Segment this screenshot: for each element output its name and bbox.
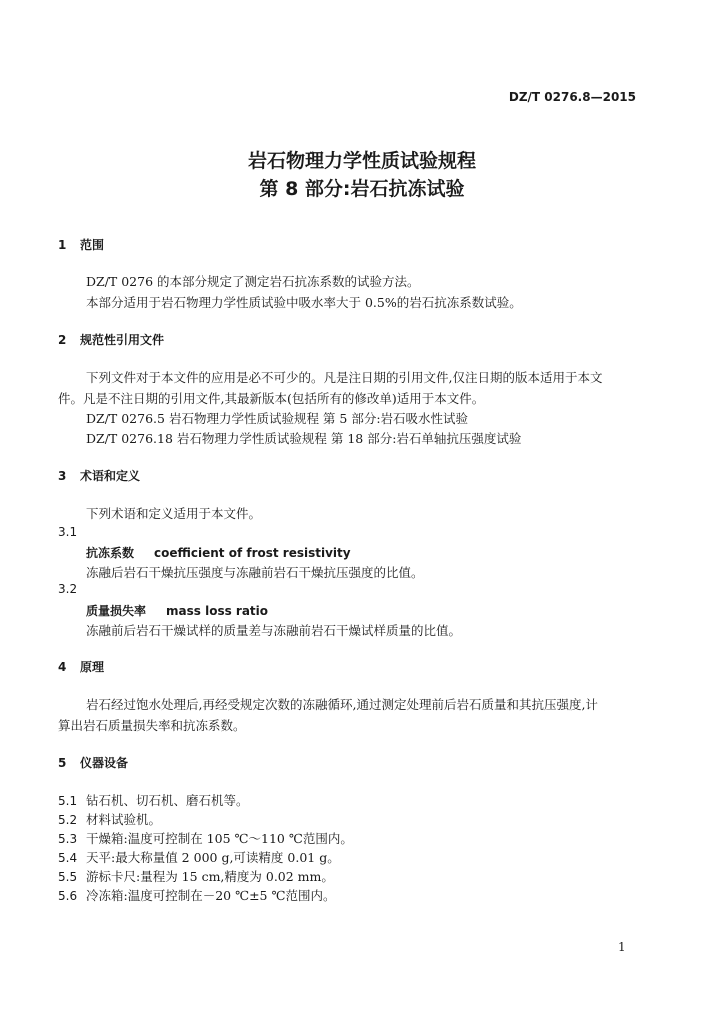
item-number: 5.6 bbox=[58, 889, 78, 903]
term-english: mass loss ratio bbox=[166, 604, 269, 618]
standard-code: DZ/T 0276.8—2015 bbox=[508, 90, 636, 104]
section-number: 3 bbox=[58, 469, 67, 483]
equipment-item bbox=[58, 867, 334, 885]
section-title: 仪器设备 bbox=[80, 756, 129, 770]
section-number: 1 bbox=[58, 238, 67, 252]
equipment-item bbox=[58, 886, 335, 904]
term-definition: 冻融后岩石干燥抗压强度与冻融前岩石干燥抗压强度的比值。 bbox=[86, 565, 424, 580]
document-subtitle: 第 8 部分:岩石抗冻试验 bbox=[259, 178, 465, 200]
item-text: 干燥箱:温度可控制在 105 ℃～110 ℃范围内。 bbox=[86, 831, 353, 846]
section-title: 规范性引用文件 bbox=[80, 333, 165, 347]
item-number: 5.5 bbox=[58, 870, 78, 884]
document-title: 岩石物理力学性质试验规程 bbox=[247, 150, 476, 172]
item-number: 5.2 bbox=[58, 813, 78, 827]
equipment-item bbox=[58, 848, 340, 866]
page-number: 1 bbox=[618, 940, 626, 954]
paragraph: 本部分适用于岩石物理力学性质试验中吸水率大于 0.5%的岩石抗冻系数试验。 bbox=[86, 295, 522, 310]
term-heading bbox=[86, 544, 351, 561]
paragraph-continuation: 算出岩石质量损失率和抗冻系数。 bbox=[58, 718, 246, 733]
section-number: 5 bbox=[58, 756, 67, 770]
reference-item: DZ/T 0276.18 岩石物理力学性质试验规程 第 18 部分:岩石单轴抗压强度试验 bbox=[86, 431, 522, 446]
term-definition: 冻融前后岩石干燥试样的质量差与冻融前岩石干燥试样质量的比值。 bbox=[86, 623, 462, 638]
section-number: 2 bbox=[58, 333, 67, 347]
paragraph-continuation: 件。凡是不注日期的引用文件,其最新版本(包括所有的修改单)适用于本文件。 bbox=[58, 391, 485, 406]
term-chinese: 质量损失率 bbox=[86, 604, 147, 618]
equipment-item bbox=[58, 810, 161, 828]
item-number: 5.4 bbox=[58, 851, 78, 865]
item-text: 冷冻箱:温度可控制在－20 ℃±5 ℃范围内。 bbox=[86, 888, 336, 903]
section-1-heading bbox=[58, 236, 104, 253]
paragraph: 岩石经过饱水处理后,再经受规定次数的冻融循环,通过测定处理前后岩石质量和其抗压强度,计 bbox=[86, 697, 598, 712]
section-2-heading bbox=[58, 331, 164, 348]
section-4-heading bbox=[58, 658, 104, 675]
section-5-heading bbox=[58, 754, 128, 771]
item-number: 5.1 bbox=[58, 794, 78, 808]
equipment-item bbox=[58, 829, 353, 847]
paragraph: 下列文件对于本文件的应用是必不可少的。凡是注日期的引用文件,仅注日期的版本适用于本文 bbox=[86, 370, 603, 385]
term-heading bbox=[86, 602, 268, 619]
item-number: 5.3 bbox=[58, 832, 78, 846]
term-english: coefficient of frost resistivity bbox=[154, 546, 351, 560]
term-number: 3.1 bbox=[58, 525, 78, 539]
item-text: 钻石机、切石机、磨石机等。 bbox=[86, 793, 249, 808]
section-title: 原理 bbox=[80, 660, 105, 674]
section-title: 范围 bbox=[80, 238, 105, 252]
reference-item: DZ/T 0276.5 岩石物理力学性质试验规程 第 5 部分:岩石吸水性试验 bbox=[86, 411, 469, 426]
equipment-item bbox=[58, 791, 249, 809]
section-3-heading bbox=[58, 467, 140, 484]
term-chinese: 抗冻系数 bbox=[86, 546, 135, 560]
paragraph: 下列术语和定义适用于本文件。 bbox=[86, 506, 262, 521]
item-text: 游标卡尺:量程为 15 cm,精度为 0.02 mm。 bbox=[86, 869, 334, 884]
section-number: 4 bbox=[58, 660, 67, 674]
term-number: 3.2 bbox=[58, 582, 78, 596]
section-title: 术语和定义 bbox=[80, 469, 141, 483]
item-text: 材料试验机。 bbox=[86, 812, 162, 827]
paragraph: DZ/T 0276 的本部分规定了测定岩石抗冻系数的试验方法。 bbox=[86, 274, 420, 289]
item-text: 天平:最大称量值 2 000 g,可读精度 0.01 g。 bbox=[86, 850, 340, 865]
